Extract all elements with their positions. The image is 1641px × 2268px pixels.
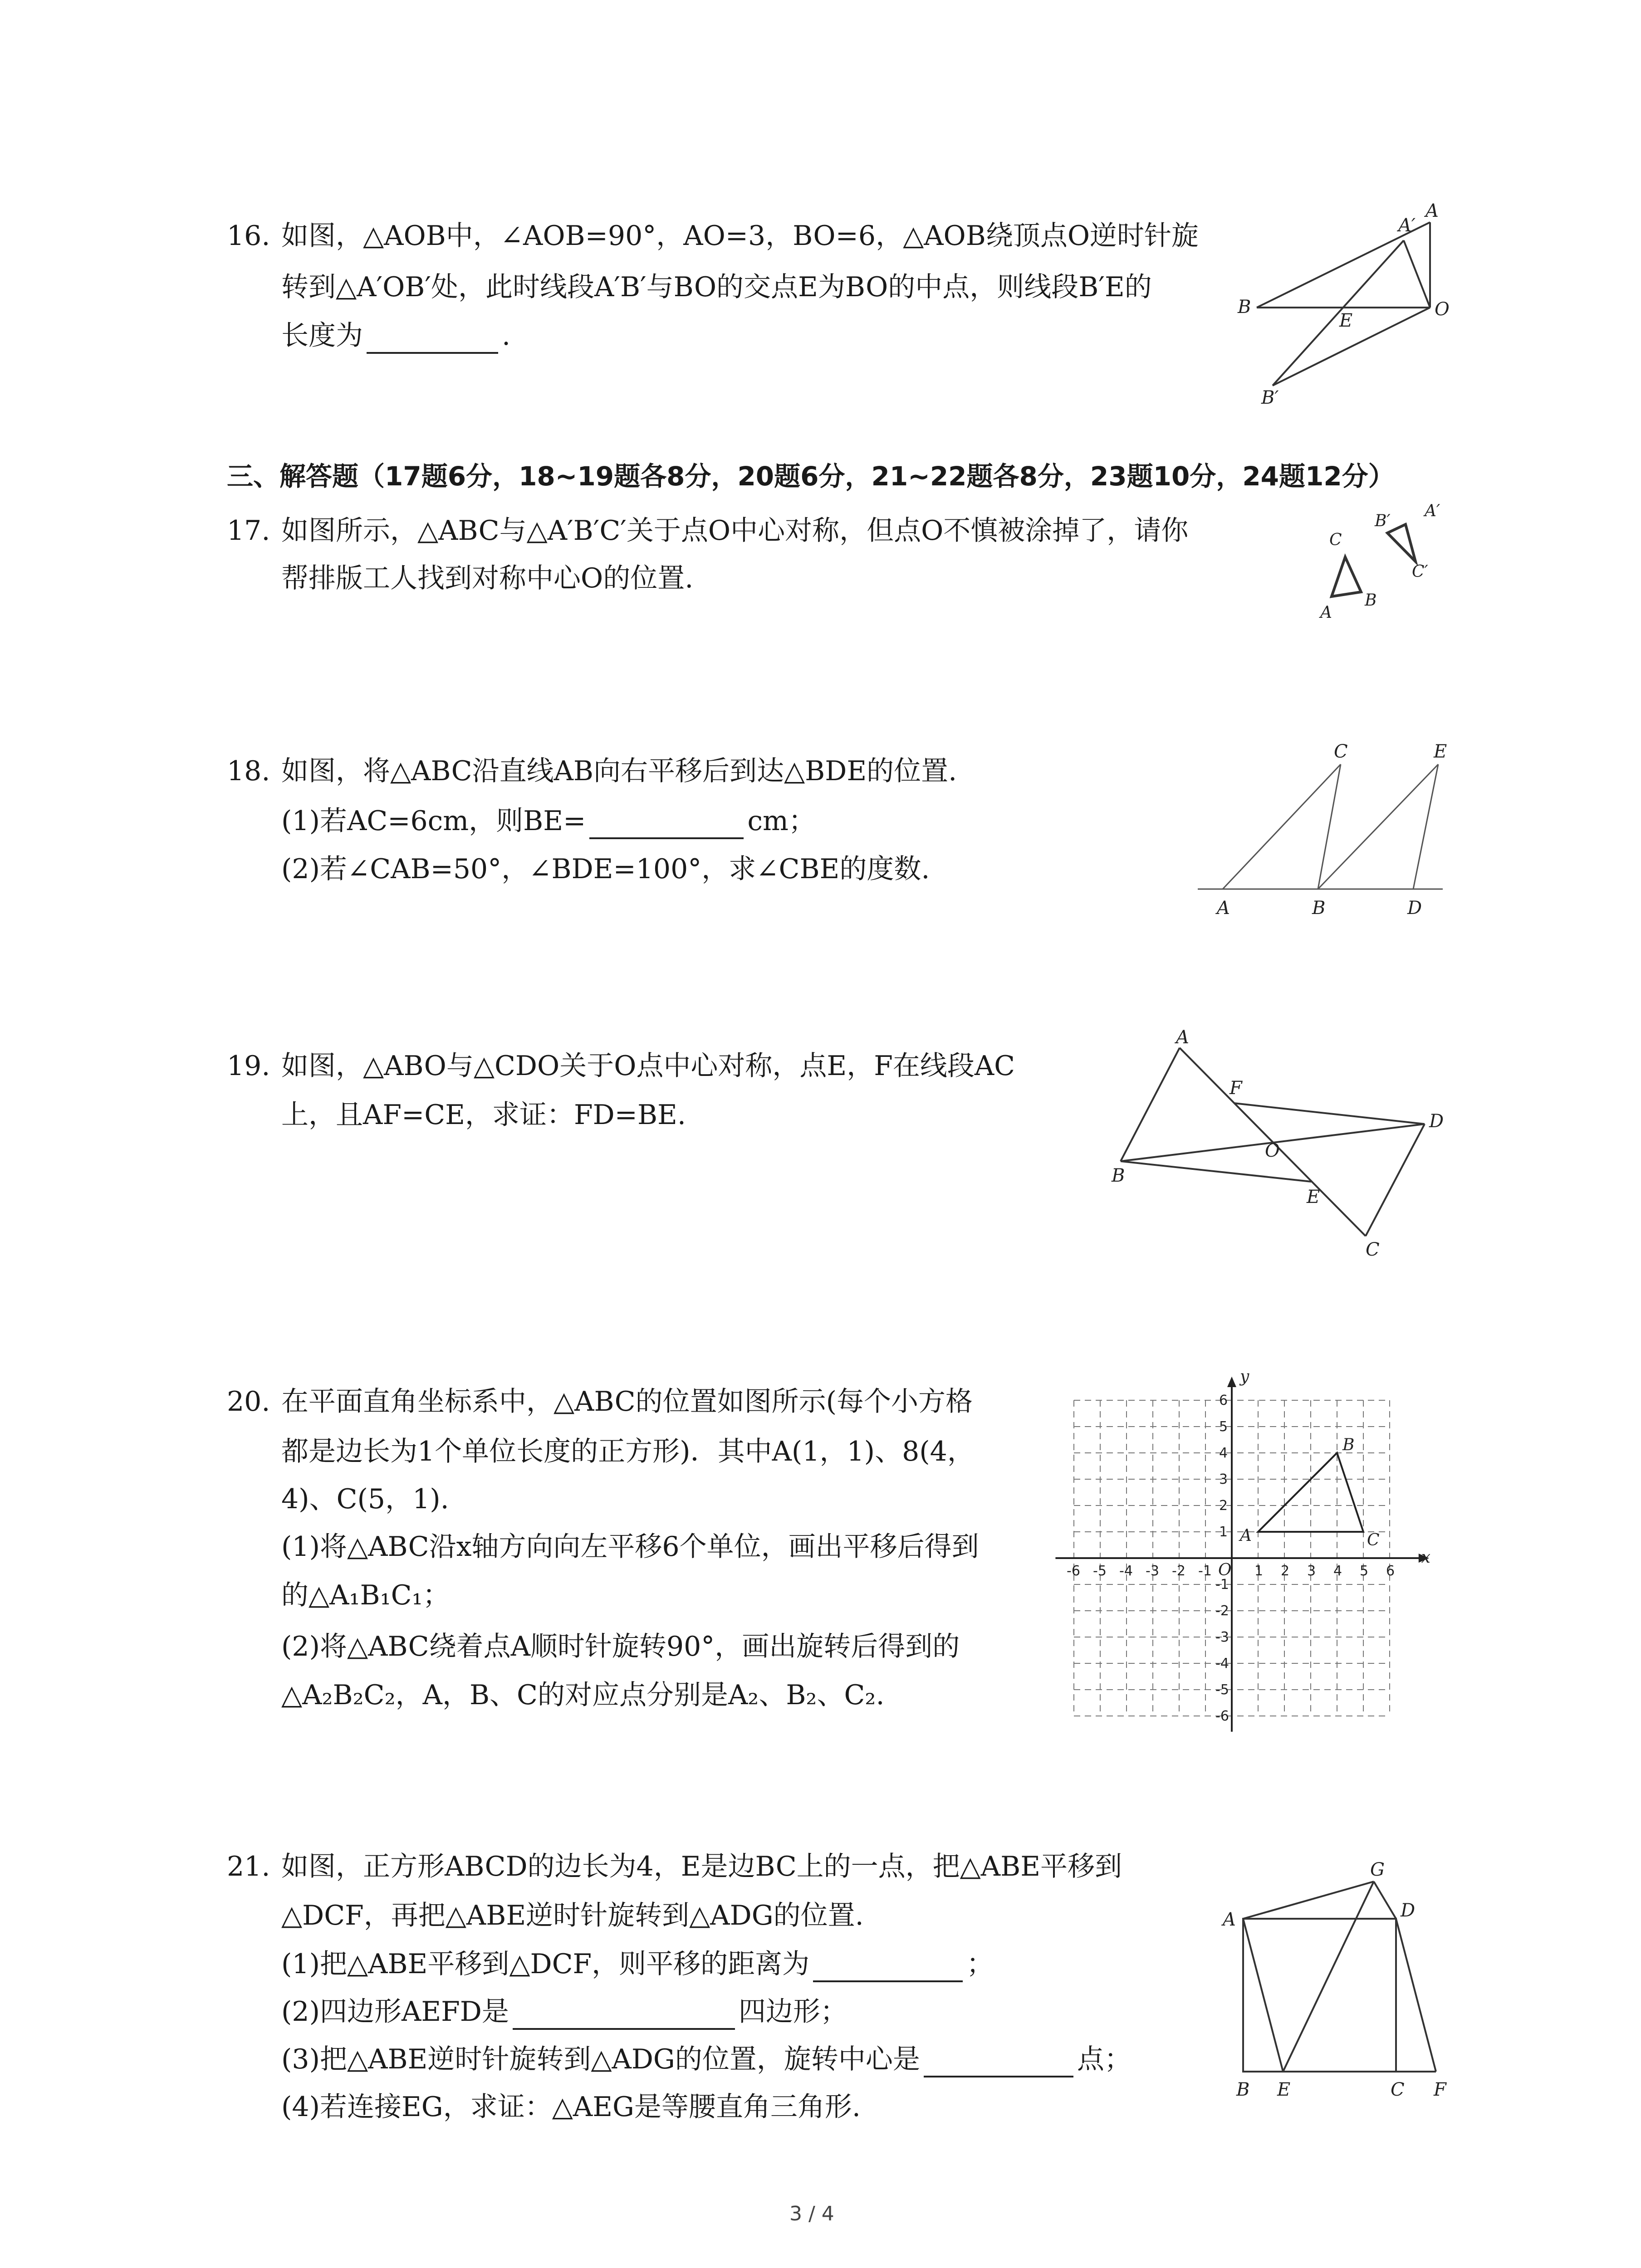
y-tick-label: -5 (1215, 1682, 1229, 1698)
point-label: C (1329, 531, 1342, 549)
point-label: B′ (1375, 512, 1391, 530)
point-label: C′ (1412, 562, 1428, 581)
point-label: O (1265, 1140, 1280, 1161)
point-label: E (1277, 2079, 1291, 2100)
q21-figure (1216, 1860, 1461, 2114)
question-text-line: 如图，△AOB中，∠AOB=90°，AO=3，BO=6，△AOB绕顶点O逆时针旋 (281, 220, 1199, 252)
point-label: A (1176, 1027, 1189, 1048)
point-label: O (1435, 299, 1450, 320)
point-label: A (1425, 200, 1439, 221)
x-tick-label: -5 (1093, 1563, 1107, 1579)
x-tick-label: 2 (1281, 1563, 1290, 1579)
point-label: A′ (1398, 215, 1416, 236)
question-text-line: 上，且AF=CE，求证：FD=BE. (281, 1099, 686, 1131)
x-tick-label: 1 (1254, 1563, 1264, 1579)
question-text-line (281, 318, 510, 354)
text-fragment: 长度为 (281, 320, 363, 352)
coordinate-grid (1067, 1367, 1470, 1737)
x-tick-label: 3 (1307, 1563, 1316, 1579)
x-tick-label: -2 (1172, 1563, 1185, 1579)
question-number: 19. (227, 1050, 270, 1082)
point-label: B′ (1261, 387, 1279, 408)
question-number: 16. (227, 220, 270, 252)
y-tick-label: -6 (1215, 1708, 1229, 1724)
x-tick-label: 4 (1333, 1563, 1342, 1579)
y-tick-label: -3 (1215, 1629, 1229, 1645)
question-text-line: (2)将△ABC绕着点A顺时针旋转90°，画出旋转后得到的 (281, 1631, 960, 1662)
point-label: B (1112, 1165, 1125, 1186)
question-text-line (281, 2041, 1132, 2077)
x-tick-label: 6 (1386, 1563, 1395, 1579)
answer-blank[interactable] (589, 809, 744, 839)
x-tick-label: -4 (1119, 1563, 1133, 1579)
question-text-line (281, 803, 816, 839)
question-number: 17. (227, 515, 270, 547)
point-label: G (1370, 1859, 1385, 1880)
point-label-a: A (1240, 1526, 1252, 1545)
y-tick-label: 3 (1219, 1471, 1228, 1487)
question-text-line: 的△A₁B₁C₁； (281, 1579, 450, 1611)
y-tick-label: -2 (1215, 1603, 1229, 1619)
q18-figure (1189, 735, 1461, 925)
question-text-line: 如图，将△ABC沿直线AB向右平移后到达△BDE的位置. (281, 755, 957, 787)
text-fragment: (1)若AC=6cm，则BE= (281, 805, 586, 837)
point-label: E (1434, 741, 1447, 762)
y-tick-label: 6 (1219, 1393, 1228, 1408)
y-tick-label: -1 (1215, 1577, 1229, 1593)
point-label: D (1407, 898, 1422, 919)
point-label: B (1365, 591, 1377, 610)
point-label: D (1401, 1900, 1416, 1921)
y-tick-label: 5 (1219, 1419, 1228, 1435)
x-axis-label: x (1421, 1548, 1430, 1567)
y-tick-label: -4 (1215, 1656, 1229, 1672)
page-number: 3 / 4 (789, 2202, 834, 2225)
text-fragment: (1)把△ABE平移到△DCF，则平移的距离为 (281, 1948, 810, 1980)
question-number: 18. (227, 755, 270, 787)
question-text-line: 如图，△ABO与△CDO关于O点中心对称，点E，F在线段AC (281, 1050, 1015, 1082)
question-text-line: (1)将△ABC沿x轴方向向左平移6个单位，画出平移后得到 (281, 1531, 979, 1563)
question-text-line: 4)、C(5，1). (281, 1483, 449, 1515)
point-label: F (1230, 1078, 1242, 1099)
q16-figure (1234, 200, 1470, 408)
point-label: F (1434, 2079, 1446, 2100)
point-label: B (1312, 898, 1326, 919)
point-label: A (1223, 1909, 1236, 1930)
question-number: 21. (227, 1851, 270, 1882)
point-label-c: C (1367, 1531, 1380, 1549)
question-text-line: △DCF，再把△ABE逆时针旋转到△ADG的位置. (281, 1900, 864, 1931)
y-axis-label: y (1240, 1367, 1249, 1386)
answer-blank[interactable] (367, 324, 498, 354)
question-text-line: (4)若连接EG，求证：△AEG是等腰直角三角形. (281, 2091, 861, 2123)
point-label: C (1366, 1239, 1380, 1260)
text-fragment: ； (966, 1948, 994, 1980)
question-text-line: 如图，正方形ABCD的边长为4，E是边BC上的一点，把△ABE平移到 (281, 1851, 1122, 1882)
question-text-line: 都是边长为1个单位长度的正方形)．其中A(1，1)、8(4， (281, 1436, 975, 1467)
point-label: A (1320, 603, 1332, 622)
question-text-line: 转到△A′OB′处，此时线段A′B′与BO的交点E为BO的中点，则线段B′E的 (281, 271, 1152, 303)
answer-blank[interactable] (813, 1952, 963, 1982)
x-tick-label: 5 (1360, 1563, 1369, 1579)
y-tick-label: 2 (1219, 1498, 1228, 1514)
x-tick-label: -3 (1146, 1563, 1159, 1579)
q17-figure (1298, 499, 1470, 621)
x-tick-label: -6 (1067, 1563, 1080, 1579)
text-fragment: 四边形； (738, 1996, 847, 2028)
y-axis-arrow (1227, 1377, 1236, 1387)
point-label-b: B (1342, 1436, 1355, 1454)
question-number: 20. (227, 1386, 270, 1418)
point-label: A (1217, 898, 1230, 919)
text-fragment: (2)四边形AEFD是 (281, 1996, 509, 2028)
section-title: 三、解答题（17题6分，18~19题各8分，20题6分，21~22题各8分，23题10分，24题12分） (227, 461, 1395, 492)
point-label: D (1429, 1111, 1444, 1132)
question-text-line: △A₂B₂C₂，A，B、C的对应点分别是A₂、B₂、C₂. (281, 1679, 885, 1711)
point-label: B (1238, 297, 1251, 318)
point-label: E (1307, 1187, 1320, 1207)
q19-figure (1098, 1025, 1461, 1261)
origin-label: O (1218, 1561, 1232, 1579)
question-text-line: 在平面直角坐标系中，△ABC的位置如图所示(每个小方格 (281, 1386, 973, 1418)
question-text-line: 帮排版工人找到对称中心O的位置. (281, 562, 694, 594)
question-text-line: (2)若∠CAB=50°，∠BDE=100°，求∠CBE的度数. (281, 853, 930, 885)
point-label: C (1334, 741, 1348, 762)
text-fragment: . (502, 320, 511, 352)
text-fragment: cm； (747, 805, 816, 837)
x-tick-label: -1 (1198, 1563, 1212, 1579)
text-fragment: (3)把△ABE逆时针旋转到△ADG的位置，旋转中心是 (281, 2043, 920, 2075)
point-label: B (1236, 2079, 1250, 2100)
text-fragment: 点； (1077, 2043, 1132, 2075)
point-label: C (1391, 2079, 1405, 2100)
answer-blank[interactable] (924, 2048, 1073, 2077)
axes (1055, 1377, 1429, 1732)
y-tick-label: 4 (1219, 1445, 1228, 1461)
point-label: E (1339, 310, 1353, 331)
y-tick-label: 1 (1219, 1524, 1228, 1540)
point-label: A′ (1425, 502, 1440, 520)
question-text-line (281, 1946, 994, 1982)
answer-blank[interactable] (513, 2000, 735, 2030)
question-text-line: 如图所示，△ABC与△A′B′C′关于点O中心对称，但点O不慎被涂掉了，请你 (281, 515, 1189, 547)
question-text-line (281, 1994, 847, 2030)
